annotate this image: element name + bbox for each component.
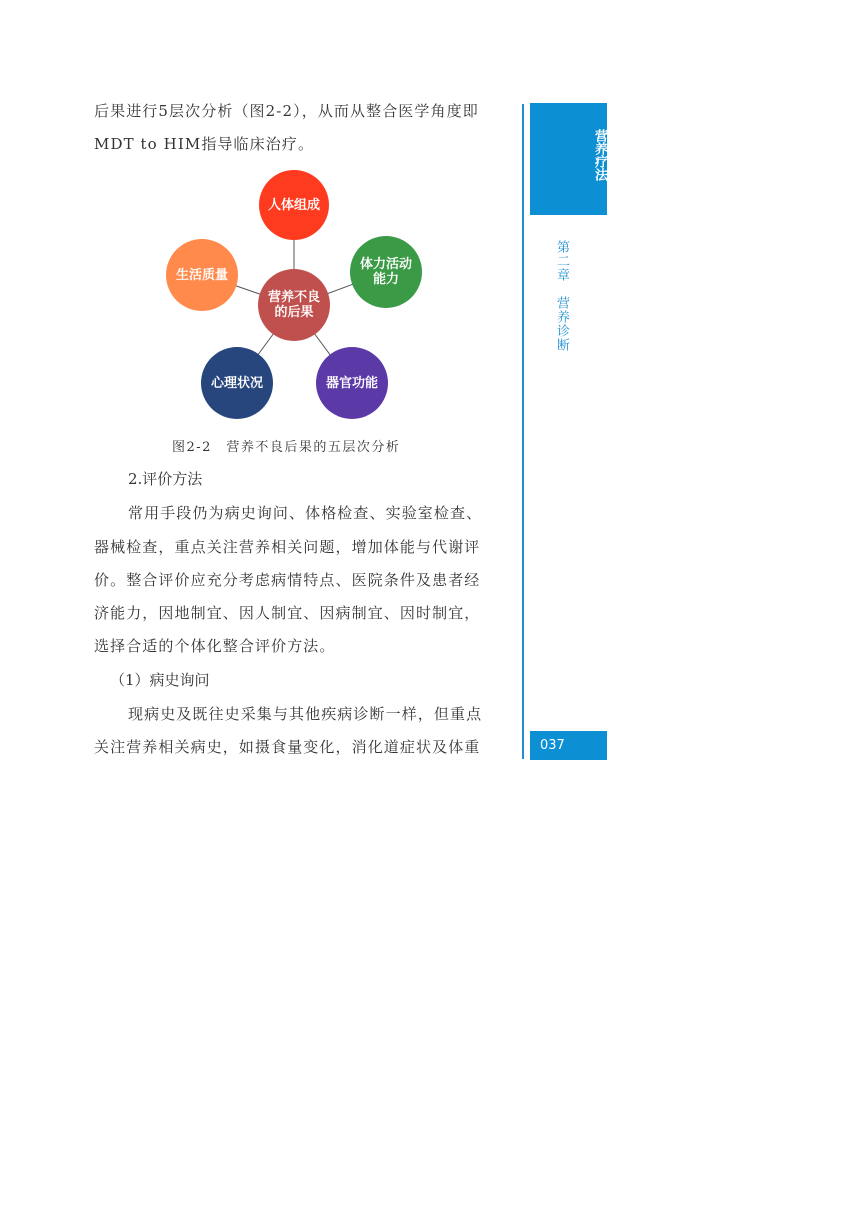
paragraph-line: 价。整合评价应充分考虑病情特点、医院条件及患者经 (94, 571, 481, 589)
sidebar-divider (522, 104, 524, 759)
node-organ-function: 器官功能 (316, 347, 388, 419)
node-quality-of-life: 生活质量 (166, 239, 238, 311)
node-physical-activity: 体力活动能力 (350, 236, 422, 308)
paragraph-line: 济能力，因地制宜、因人制宜、因病制宜、因时制宜， (94, 604, 481, 622)
paragraph-line: 选择合适的个体化整合评价方法。 (94, 637, 336, 655)
chapter-title: 第二章 营养诊断 (554, 240, 569, 352)
heading-evaluation-method: 2.评价方法 (128, 470, 203, 488)
paragraph-line: 器械检查，重点关注营养相关问题，增加体能与代谢评 (94, 538, 481, 556)
center-node-malnutrition: 营养不良的后果 (258, 269, 330, 341)
section-tab-label: 营养疗法 (592, 129, 607, 181)
malnutrition-consequence-diagram (150, 165, 440, 430)
node-body-composition: 人体组成 (259, 170, 329, 240)
body-line-1: 后果进行5层次分析（图2-2），从而从整合医学角度即 (94, 102, 479, 120)
paragraph-line: 关注营养相关病史，如摄食量变化，消化道症状及体重 (94, 738, 481, 756)
paragraph-line: 常用手段仍为病史询问、体格检查、实验室检查、 (128, 504, 483, 522)
section-tab (530, 103, 607, 215)
node-psychological-status: 心理状况 (201, 347, 273, 419)
paragraph-line: 现病史及既往史采集与其他疾病诊断一样，但重点 (128, 705, 483, 723)
page-number: 037 (530, 731, 607, 760)
body-line-2: MDT to HIM指导临床治疗。 (94, 135, 315, 153)
sub-heading-history: （1）病史询问 (110, 671, 210, 689)
figure-caption: 图2-2 营养不良后果的五层次分析 (172, 440, 401, 455)
